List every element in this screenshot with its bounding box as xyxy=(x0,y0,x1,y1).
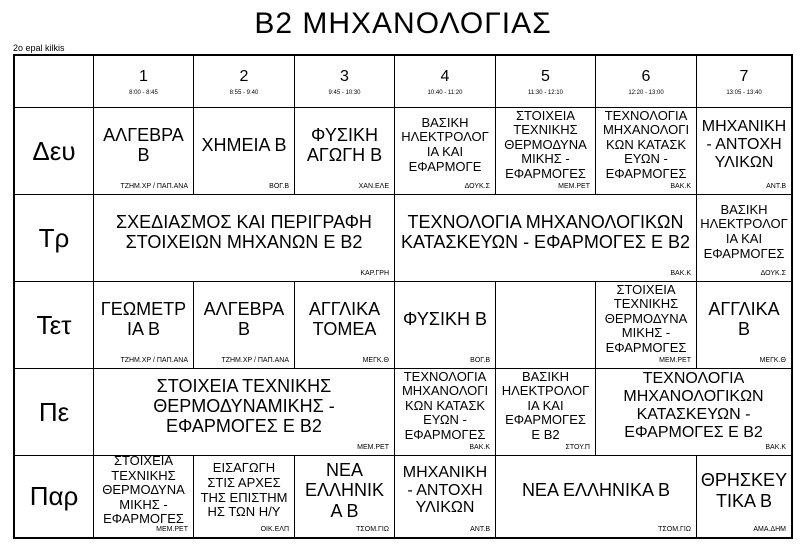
lesson-subject: ΦΥΣΙΚΗ Β xyxy=(403,308,487,329)
corner-cell xyxy=(15,56,94,108)
period-header-1 xyxy=(94,56,194,108)
lesson-subject: ΝΕΑ ΕΛΛΗΝΙΚΑ Β xyxy=(521,480,671,501)
period-header-6 xyxy=(596,56,697,108)
lesson-teacher: ΔΟΥΚ.Σ xyxy=(760,270,786,277)
lesson-teacher: ΒΟΓ.Β xyxy=(269,183,289,190)
school-name: 2o epal kilkis xyxy=(13,43,65,53)
period-number: 3 xyxy=(340,68,349,85)
lesson-cell xyxy=(94,282,194,369)
lesson-teacher: ΒΑΚ.Κ xyxy=(765,444,786,451)
period-time: 8:55 - 9:40 xyxy=(229,90,259,96)
lesson-subject: ΣΧΕΔΙΑΣΜΟΣ ΚΑΙ ΠΕΡΙΓΡΑΦΗ ΣΤΟΙΧΕΙΩΝ ΜΗΧΑΝΩΝ Ε Β2 xyxy=(116,211,372,252)
lesson-cell xyxy=(697,108,791,195)
lesson-cell xyxy=(194,108,295,195)
lesson-cell xyxy=(194,282,295,369)
period-time: 10:40 - 11:20 xyxy=(427,90,463,96)
period-header-5 xyxy=(496,56,596,108)
day-label-wed: Τετ xyxy=(15,282,94,369)
lesson-teacher: ΜΕΜ.ΡΕΤ xyxy=(558,183,590,190)
lesson-subject: ΝΕΑ ΕΛΛΗΝΙΚ Α Β xyxy=(304,460,385,521)
period-header-4 xyxy=(395,56,496,108)
lesson-cell xyxy=(395,456,496,537)
period-number: 5 xyxy=(541,68,550,85)
lesson-teacher: ΜΕΓΚ.Θ xyxy=(759,357,786,364)
lesson-subject: ΕΙΣΑΓΩΓΗ ΣΤΙΣ ΑΡΧΕΣ ΤΗΣ ΕΠΙΣΤΗΜ ΗΣ ΤΩΝ Η/Υ xyxy=(200,460,288,520)
lesson-teacher: ΑΜΑ.ΔΗΜ xyxy=(753,526,786,533)
lesson-cell xyxy=(395,369,496,456)
lesson-teacher: ΤΖΗΜ.ΧΡ / ΠΑΠ.ΑΝΑ xyxy=(221,357,289,364)
lesson-teacher: ΒΑΚ.Κ xyxy=(670,183,691,190)
lesson-subject: ΜΗΧΑΝΙΚΗ - ΑΝΤΟΧΗ ΥΛΙΚΩΝ xyxy=(402,463,488,517)
lesson-cell xyxy=(496,369,596,456)
lesson-subject: ΣΤΟΙΧΕΙΑ ΤΕΧΝΙΚΗΣ ΘΕΡΜΟΔΥΝΑ ΜΙΚΗΣ - ΕΦΑΡΜΟΓΕΣ xyxy=(604,282,688,355)
lesson-subject: ΓΕΩΜΕΤΡ ΙΑ Β xyxy=(100,298,187,339)
lesson-cell xyxy=(94,108,194,195)
lesson-cell xyxy=(596,369,791,456)
lesson-subject: ΒΑΣΙΚΗ ΗΛΕΚΤΡΟΛΟΓ ΙΑ ΚΑΙ ΕΦΑΡΜΟΓΕ xyxy=(401,114,489,174)
page-title: Β2 ΜΗΧΑΝΟΛΟΓΙΑΣ xyxy=(254,7,552,40)
lesson-teacher: ΤΖΗΜ.ΧΡ / ΠΑΠ.ΑΝΑ xyxy=(120,183,188,190)
lesson-teacher: ΑΝΤ.Β xyxy=(766,183,786,190)
lesson-subject: ΑΛΓΕΒΡΑ Β xyxy=(103,124,184,165)
lesson-cell xyxy=(697,282,791,369)
lesson-cell xyxy=(697,195,791,282)
lesson-subject: ΤΕΧΝΟΛΟΓΙΑ ΜΗΧΑΝΟΛΟΓΙΚΩΝ ΚΑΤΑΣΚΕΥΩΝ - ΕΦΑΡΜΟΓΕΣ Ε Β2 xyxy=(623,370,764,441)
lesson-cell xyxy=(94,456,194,537)
lesson-subject: ΘΡΗΣΚΕΥ ΤΙΚΑ Β xyxy=(700,470,788,511)
lesson-subject: ΧΗΜΕΙΑ Β xyxy=(201,134,287,155)
lesson-teacher: ΑΝΤ.Β xyxy=(470,526,490,533)
lesson-subject: ΤΕΧΝΟΛΟΓΙΑ ΜΗΧΑΝΟΛΟΓΙΚΩΝ ΚΑΤΑΣΚΕΥΩΝ - ΕΦΑΡΜΟΓΕΣ Ε Β2 xyxy=(400,211,690,252)
lesson-teacher: ΚΑΡ.ΓΡΗ xyxy=(360,270,389,277)
lesson-cell xyxy=(496,456,697,537)
lesson-teacher: ΔΟΥΚ.Σ xyxy=(464,183,490,190)
empty-lesson-cell xyxy=(496,282,596,369)
period-number: 1 xyxy=(139,68,148,85)
lesson-cell xyxy=(395,195,697,282)
lesson-cell xyxy=(596,282,697,369)
lesson-subject: ΑΛΓΕΒΡΑ Β xyxy=(203,298,285,339)
lesson-teacher: ΜΕΜ.ΡΕΤ xyxy=(357,444,389,451)
lesson-subject: ΒΑΣΙΚΗ ΗΛΕΚΤΡΟΛΟΓ ΙΑ ΚΑΙ ΕΦΑΡΜΟΓΕΣ Ε Β2 xyxy=(501,369,590,442)
lesson-cell xyxy=(194,456,295,537)
lesson-subject: ΜΗΧΑΝΙΚΗ - ΑΝΤΟΧΗ ΥΛΙΚΩΝ xyxy=(701,118,787,171)
lesson-cell xyxy=(295,282,395,369)
period-number: 6 xyxy=(641,68,651,85)
lesson-teacher: ΤΣΟΜ.ΓΙΩ xyxy=(658,526,691,533)
lesson-teacher: ΤΖΗΜ.ΧΡ / ΠΑΠ.ΑΝΑ xyxy=(120,357,188,364)
lesson-subject: ΤΕΧΝΟΛΟΓΙΑ ΜΗΧΑΝΟΛΟΓΙ ΚΩΝ ΚΑΤΑΣΚ ΕΥΩΝ - ΕΦΑΡΜΟΓΕΣ xyxy=(602,108,690,181)
period-header-2 xyxy=(194,56,295,108)
lesson-cell xyxy=(94,369,395,456)
period-number: 2 xyxy=(239,68,249,85)
lesson-cell xyxy=(395,282,496,369)
lesson-cell xyxy=(697,456,791,537)
lesson-teacher: ΒΑΚ.Κ xyxy=(469,444,490,451)
lesson-subject: ΒΑΣΙΚΗ ΗΛΕΚΤΡΟΛΟΓ ΙΑ ΚΑΙ ΕΦΑΡΜΟΓΕΣ xyxy=(700,201,788,261)
lesson-teacher: ΜΕΓΚ.Θ xyxy=(362,357,389,364)
lesson-teacher: ΒΟΓ.Β xyxy=(470,357,490,364)
period-number: 4 xyxy=(440,68,450,85)
period-time: 9:45 - 10:30 xyxy=(328,90,361,96)
period-time: 11:30 - 12:10 xyxy=(528,90,563,96)
lesson-subject: ΣΤΟΙΧΕΙΑ ΤΕΧΝΙΚΗΣ ΘΕΡΜΟΔΥΝΑ ΜΙΚΗΣ - ΕΦΑΡΜΟΓΕΣ xyxy=(102,456,185,527)
lesson-subject: ΣΤΟΙΧΕΙΑ ΤΕΧΝΙΚΗΣ ΘΕΡΜΟΔΥΝΑΜΙΚΗΣ - ΕΦΑΡΜΟΓΕΣ Ε Β2 xyxy=(153,375,335,437)
lesson-cell xyxy=(596,108,697,195)
lesson-subject: ΣΤΟΙΧΕΙΑ ΤΕΧΝΙΚΗΣ ΘΕΡΜΟΔΥΝΑ ΜΙΚΗΣ - ΕΦΑΡΜΟΓΕΣ xyxy=(504,108,587,181)
lesson-teacher: ΣΤΟΥ.Π xyxy=(565,444,590,451)
lesson-teacher: ΜΕΜ.ΡΕΤ xyxy=(156,526,188,533)
period-time: 12:20 - 13:00 xyxy=(628,90,664,96)
lesson-subject: ΑΓΓΛΙΚΑ ΤΟΜΕΑ xyxy=(308,298,381,339)
lesson-cell xyxy=(395,108,496,195)
day-label-thu: Πε xyxy=(15,369,94,456)
lesson-subject: ΦΥΣΙΚΗ ΑΓΩΓΗ Β xyxy=(306,124,383,165)
lesson-teacher: ΟΙΚ.ΕΛΠ xyxy=(260,526,289,533)
lesson-teacher: ΒΑΚ.Κ xyxy=(670,270,691,277)
day-label-fri: Παρ xyxy=(15,456,94,537)
day-label-tue: Τρ xyxy=(15,195,94,282)
lesson-teacher: ΤΣΟΜ.ΓΙΩ xyxy=(356,526,389,533)
lesson-subject: ΑΓΓΛΙΚΑ Β xyxy=(708,298,780,339)
period-time: 8:00 - 8:45 xyxy=(129,90,158,96)
period-header-3 xyxy=(295,56,395,108)
lesson-cell xyxy=(496,108,596,195)
period-number: 7 xyxy=(739,68,749,85)
lesson-cell xyxy=(295,456,395,537)
period-header-7 xyxy=(697,56,791,108)
lesson-cell xyxy=(94,195,395,282)
lesson-teacher: ΧΑΝ.ΕΛΕ xyxy=(358,183,389,190)
lesson-teacher: ΜΕΜ.ΡΕΤ xyxy=(659,357,691,364)
lesson-subject: ΤΕΧΝΟΛΟΓΙΑ ΜΗΧΑΝΟΛΟΓΙ ΚΩΝ ΚΑΤΑΣΚ ΕΥΩΝ - ΕΦΑΡΜΟΓΕΣ xyxy=(401,369,489,442)
day-label-mon: Δευ xyxy=(15,108,94,195)
timetable-grid xyxy=(13,54,793,539)
period-time: 13:05 - 13:40 xyxy=(726,90,762,96)
lesson-cell xyxy=(295,108,395,195)
